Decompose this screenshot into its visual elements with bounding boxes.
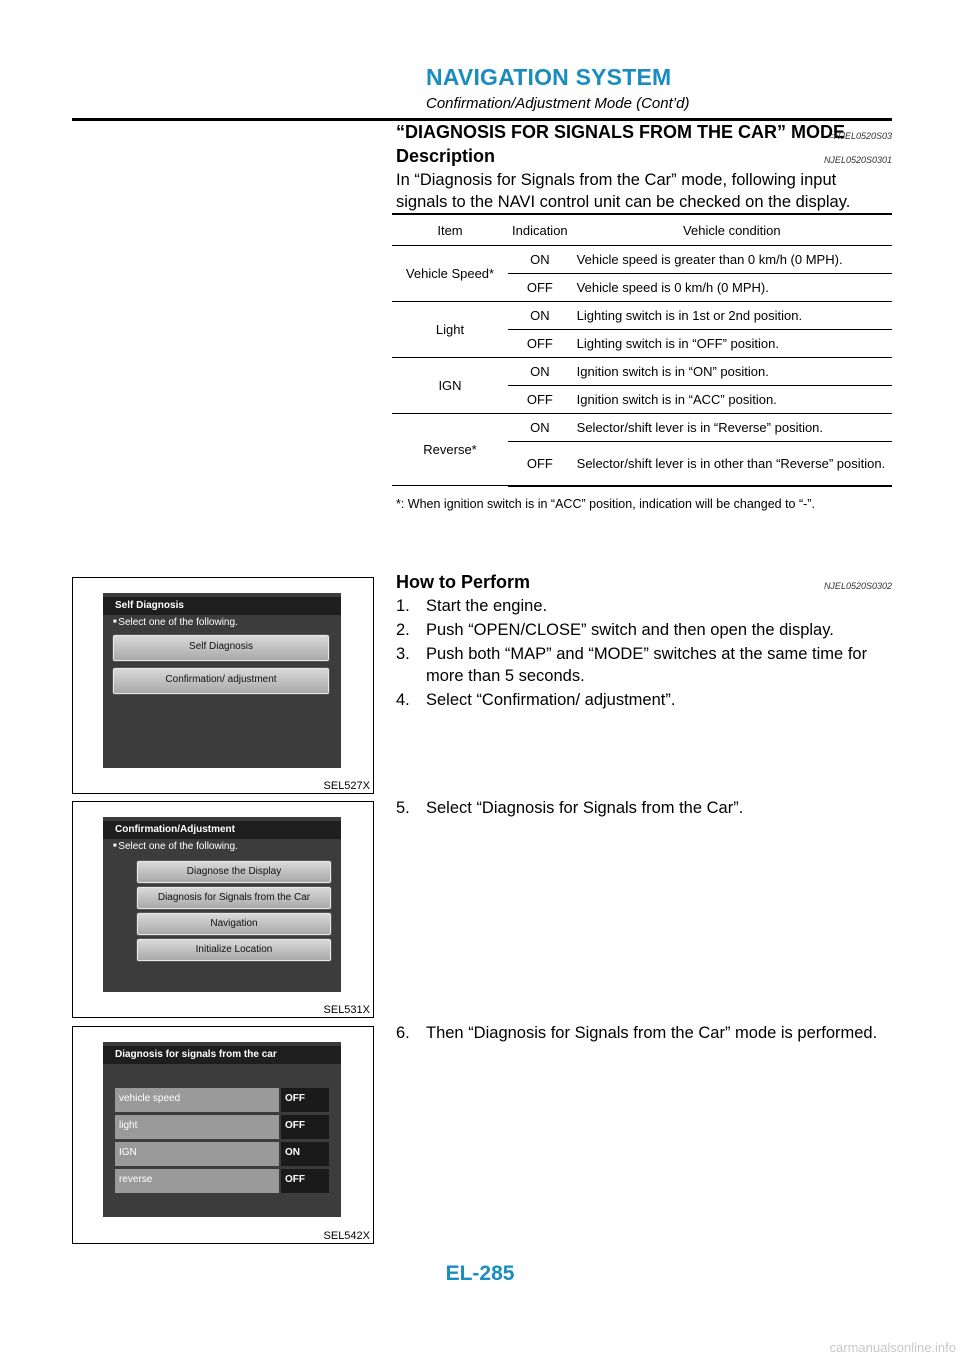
how-to-heading — [396, 572, 892, 593]
table-header-row — [392, 214, 892, 246]
table-condition: Ignition switch is in “ACC” position. — [572, 386, 892, 414]
step-number: 6. — [396, 1024, 410, 1042]
step-number: 5. — [396, 799, 410, 817]
step-text: Push “OPEN/CLOSE” switch and then open the display. — [426, 621, 834, 639]
confirmation-adjustment-button[interactable]: Confirmation/ adjustment — [113, 668, 329, 694]
steps-list — [396, 595, 892, 713]
table-condition: Selector/shift lever is in other than “Reverse” position. — [572, 442, 892, 486]
screen-prompt: ■ Select one of the following. — [113, 841, 238, 852]
table-item: Reverse* — [392, 414, 508, 486]
initialize-location-button[interactable]: Initialize Location — [137, 939, 331, 961]
figure-confirmation-adjustment — [72, 801, 374, 1018]
section-title — [396, 122, 892, 143]
table-indication: ON — [508, 358, 572, 386]
section-code: =NJEL0520S03 — [828, 131, 892, 141]
signal-value: OFF — [281, 1115, 329, 1139]
table-item: IGN — [392, 358, 508, 414]
table-row — [392, 246, 892, 274]
step-item-5 — [396, 797, 892, 821]
table-header: Item — [392, 214, 508, 246]
figure-self-diagnosis — [72, 577, 374, 794]
step-number: 1. — [396, 597, 410, 615]
table-indication: ON — [508, 414, 572, 442]
table-condition: Selector/shift lever is in “Reverse” position. — [572, 414, 892, 442]
watermark: carmanualsonline.info — [829, 1340, 956, 1355]
table-footnote: *: When ignition switch is in “ACC” position, indication will be changed to “-”. — [396, 497, 815, 511]
signal-value: ON — [281, 1142, 329, 1166]
table-condition: Lighting switch is in “OFF” position. — [572, 330, 892, 358]
table-condition: Vehicle speed is 0 km/h (0 MPH). — [572, 274, 892, 302]
table-condition: Vehicle speed is greater than 0 km/h (0 MPH). — [572, 246, 892, 274]
step-text: Push both “MAP” and “MODE” switches at the same time for more than 5 seconds. — [426, 645, 868, 685]
step-text: Select “Diagnosis for Signals from the Car”. — [426, 799, 744, 817]
how-to-heading-text: How to Perform — [396, 572, 531, 592]
screen-title: Confirmation/Adjustment — [103, 821, 341, 839]
step-item — [396, 797, 892, 819]
step-item — [396, 595, 892, 617]
table-header: Indication — [508, 214, 572, 246]
step-item — [396, 689, 892, 711]
step-item — [396, 1022, 892, 1044]
signal-label: IGN — [115, 1142, 279, 1166]
signal-value: OFF — [281, 1088, 329, 1112]
signal-label: light — [115, 1115, 279, 1139]
step-text: Select “Confirmation/ adjustment”. — [426, 691, 676, 709]
how-to-code: NJEL0520S0302 — [823, 581, 892, 591]
screen-display — [103, 1042, 341, 1217]
figure-label: SEL542X — [323, 1230, 370, 1242]
table-condition: Lighting switch is in 1st or 2nd position. — [572, 302, 892, 330]
step-number: 2. — [396, 621, 410, 639]
signal-table — [392, 213, 892, 487]
step-item-6 — [396, 1022, 892, 1046]
table-row — [392, 358, 892, 386]
screen-display — [103, 817, 341, 992]
step-item — [396, 619, 892, 641]
table-indication: ON — [508, 302, 572, 330]
header-subtitle: Confirmation/Adjustment Mode (Cont’d) — [426, 95, 690, 112]
section-title-text: “DIAGNOSIS FOR SIGNALS FROM THE CAR” MODE — [396, 122, 846, 142]
header-title: NAVIGATION SYSTEM — [426, 64, 672, 90]
table-row — [392, 302, 892, 330]
description-text: In “Diagnosis for Signals from the Car” mode, following input signals to the NAVI control unit can be checked on the display. — [396, 171, 851, 211]
step-number: 4. — [396, 691, 410, 709]
step-item — [396, 643, 892, 687]
signal-row — [115, 1169, 329, 1193]
table-indication: OFF — [508, 442, 572, 486]
table-indication: OFF — [508, 386, 572, 414]
page-number: EL-285 — [445, 1262, 515, 1285]
step-text: Then “Diagnosis for Signals from the Car” mode is performed. — [426, 1024, 878, 1042]
header-rule — [72, 118, 892, 121]
table-condition: Ignition switch is in “ON” position. — [572, 358, 892, 386]
screen-title: Diagnosis for signals from the car — [103, 1046, 341, 1064]
screen-display — [103, 593, 341, 768]
table-row — [392, 414, 892, 442]
figure-diagnosis-signals — [72, 1026, 374, 1244]
table-item: Vehicle Speed* — [392, 246, 508, 302]
self-diagnosis-button[interactable]: Self Diagnosis — [113, 635, 329, 661]
signal-value: OFF — [281, 1169, 329, 1193]
table-item: Light — [392, 302, 508, 358]
figure-label: SEL527X — [323, 780, 370, 792]
navigation-button[interactable]: Navigation — [137, 913, 331, 935]
description-heading-text: Description — [396, 146, 496, 166]
step-number: 3. — [396, 645, 410, 663]
description-code: NJEL0520S0301 — [823, 155, 892, 165]
screen-title: Self Diagnosis — [103, 597, 341, 615]
description-heading — [396, 146, 892, 167]
table-header: Vehicle condition — [572, 214, 892, 246]
table-indication: OFF — [508, 274, 572, 302]
signal-row — [115, 1115, 329, 1139]
screen-prompt: ■ Select one of the following. — [113, 617, 238, 628]
table-indication: ON — [508, 246, 572, 274]
signal-row — [115, 1088, 329, 1112]
figure-label: SEL531X — [323, 1004, 370, 1016]
signal-label: vehicle speed — [115, 1088, 279, 1112]
signal-row — [115, 1142, 329, 1166]
table-indication: OFF — [508, 330, 572, 358]
step-text: Start the engine. — [426, 597, 548, 615]
diagnose-display-button[interactable]: Diagnose the Display — [137, 861, 331, 883]
signal-label: reverse — [115, 1169, 279, 1193]
diagnosis-signals-button[interactable]: Diagnosis for Signals from the Car — [137, 887, 331, 909]
